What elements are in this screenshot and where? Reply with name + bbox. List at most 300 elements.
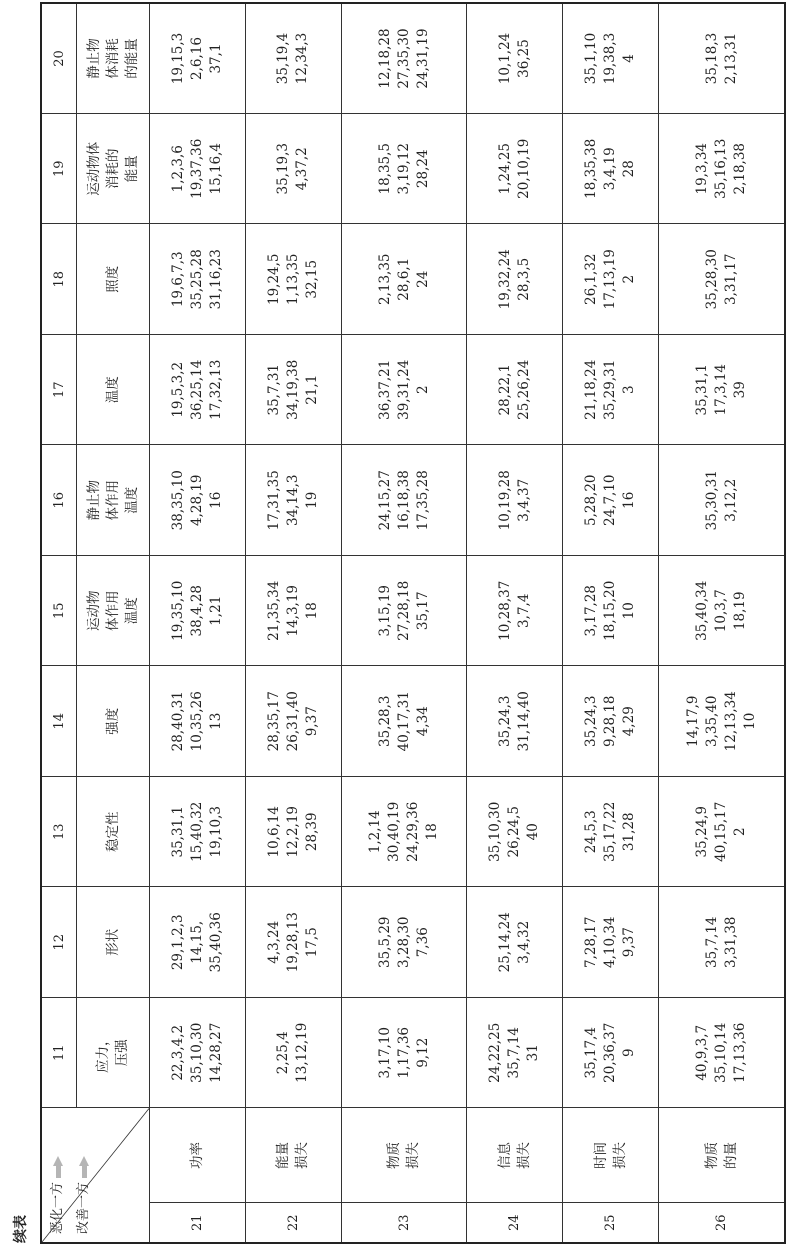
matrix-cell xyxy=(150,3,246,114)
column-number-14: 14 xyxy=(41,666,77,777)
column-name-line: 体作用 xyxy=(104,590,121,631)
matrix-cell xyxy=(150,335,246,446)
cell-line: 27,28,18 xyxy=(395,580,412,641)
matrix-cell xyxy=(245,224,341,335)
cell-line: 34,19,38 xyxy=(284,359,301,420)
cell-line: 16,18,38 xyxy=(395,470,412,531)
matrix-cell xyxy=(341,335,466,446)
improve-label-group xyxy=(74,1156,93,1234)
cell-line: 40,15,17 xyxy=(713,801,730,862)
row-name xyxy=(659,1108,785,1203)
matrix-cell xyxy=(467,445,563,556)
cell-line: 19,6,7,3 xyxy=(169,251,186,308)
matrix-cell xyxy=(659,777,785,888)
cell-line: 25,14,24 xyxy=(496,912,513,973)
column-name-line: 温度 xyxy=(123,486,140,514)
column-name-line: 静止物 xyxy=(85,480,102,521)
cell-line: 1,2,3,6 xyxy=(169,145,186,193)
matrix-cell xyxy=(467,224,563,335)
matrix-cell xyxy=(245,114,341,225)
row-name xyxy=(467,1108,563,1203)
column-name-line: 体消耗 xyxy=(104,38,121,79)
table-row xyxy=(563,3,659,1243)
matrix-cell xyxy=(150,445,246,556)
cell-line: 3,28,30 xyxy=(395,916,412,969)
column-name-line: 静止物 xyxy=(85,38,102,79)
column-name-15 xyxy=(77,556,150,667)
cell-line: 9,28,18 xyxy=(602,695,619,748)
matrix-cell xyxy=(341,556,466,667)
cell-line: 35,40,36 xyxy=(207,912,224,973)
matrix-cell xyxy=(563,556,659,667)
column-name-12 xyxy=(77,887,150,998)
row-name-line: 损失 xyxy=(611,1142,628,1169)
cell-line: 24,31,19 xyxy=(414,28,431,89)
cell-line: 35,1,10 xyxy=(583,32,600,85)
cell-line: 30,40,19 xyxy=(386,801,403,862)
cell-line: 4,34 xyxy=(414,706,431,737)
table-row xyxy=(245,3,341,1243)
cell-line: 27,35,30 xyxy=(395,28,412,89)
cell-line: 18,19 xyxy=(732,591,749,631)
cell-line: 35,31,1 xyxy=(169,805,186,858)
cell-line: 5,28,20 xyxy=(583,474,600,527)
matrix-cell xyxy=(341,114,466,225)
cell-line: 26,1,32 xyxy=(583,253,600,306)
cell-line: 9 xyxy=(621,1048,638,1058)
column-name-17 xyxy=(77,335,150,446)
matrix-cell xyxy=(150,224,246,335)
column-number-13: 13 xyxy=(41,777,77,888)
matrix-cell xyxy=(467,777,563,888)
cell-line: 28,39 xyxy=(303,812,320,852)
matrix-cell xyxy=(467,3,563,114)
matrix-cell xyxy=(563,335,659,446)
cell-line: 40,17,31 xyxy=(395,691,412,752)
cell-line: 1,17,36 xyxy=(395,1026,412,1079)
column-name-19 xyxy=(77,114,150,225)
cell-line: 15,40,32 xyxy=(188,801,205,862)
cell-line: 10,19,28 xyxy=(496,470,513,531)
cell-line: 21,18,24 xyxy=(583,359,600,420)
cell-line: 28,22,1 xyxy=(496,363,513,416)
cell-line: 2 xyxy=(414,385,431,395)
cell-line: 28,24 xyxy=(414,149,431,189)
cell-line: 2,6,16 xyxy=(188,37,205,80)
column-name-line: 强度 xyxy=(104,707,121,735)
cell-line: 19,15,3 xyxy=(169,32,186,85)
matrix-cell xyxy=(150,887,246,998)
cell-line: 4,37,2 xyxy=(294,147,311,191)
cell-line: 36,25,14 xyxy=(188,359,205,420)
cell-line: 3,35,40 xyxy=(703,695,720,748)
cell-line: 35,7,31 xyxy=(265,363,282,416)
cell-line: 18,15,20 xyxy=(602,580,619,641)
improve-label: 改善一方 xyxy=(76,1181,91,1234)
column-name-line: 体作用 xyxy=(104,480,121,521)
cell-line: 19,5,3,2 xyxy=(169,361,186,418)
worsen-label-group xyxy=(48,1156,67,1234)
cell-line: 35,28,3 xyxy=(376,695,393,748)
cell-line: 35,17,4 xyxy=(583,1026,600,1079)
cell-line: 1,2,14 xyxy=(367,810,384,854)
column-name-line: 的能量 xyxy=(123,38,140,79)
column-name-line: 运动物体 xyxy=(85,141,102,196)
cell-line: 35,7,14 xyxy=(703,916,720,969)
table-row xyxy=(659,3,785,1243)
cell-line: 35,7,14 xyxy=(506,1026,523,1079)
matrix-cell xyxy=(150,777,246,888)
column-name-line: 稳定性 xyxy=(104,811,121,852)
cell-line: 10,1,24 xyxy=(496,32,513,85)
matrix-cell xyxy=(659,998,785,1109)
matrix-cell xyxy=(659,445,785,556)
matrix-cell xyxy=(659,3,785,114)
cell-line: 10 xyxy=(621,602,638,620)
contradiction-matrix-table xyxy=(40,2,786,1244)
row-name-line: 时间 xyxy=(592,1142,609,1169)
matrix-cell xyxy=(659,666,785,777)
cell-line: 15,16,4 xyxy=(207,142,224,195)
table-row xyxy=(341,3,466,1243)
column-name-line: 温度 xyxy=(123,597,140,625)
cell-line: 19,28,13 xyxy=(284,912,301,973)
table-body xyxy=(150,3,786,1243)
cell-line: 20,36,37 xyxy=(602,1022,619,1083)
cell-line: 9,37 xyxy=(303,706,320,737)
cell-line: 10,35,26 xyxy=(188,691,205,752)
row-name-line: 功率 xyxy=(188,1142,205,1169)
cell-line: 10,28,37 xyxy=(496,580,513,641)
column-number-16: 16 xyxy=(41,445,77,556)
cell-line: 24,22,25 xyxy=(487,1022,504,1083)
matrix-cell xyxy=(245,666,341,777)
cell-line: 3,17,10 xyxy=(376,1026,393,1079)
matrix-cell xyxy=(563,666,659,777)
cell-line: 40,9,3,7 xyxy=(694,1024,711,1081)
matrix-cell xyxy=(341,998,466,1109)
cell-line: 31,14,40 xyxy=(515,691,532,752)
row-number: 25 xyxy=(563,1203,659,1243)
cell-line: 10,3,7 xyxy=(713,589,730,633)
matrix-cell xyxy=(563,777,659,888)
cell-line: 3,31,17 xyxy=(722,253,739,306)
matrix-cell xyxy=(659,224,785,335)
cell-line: 17,3,14 xyxy=(713,363,730,416)
cell-line: 13 xyxy=(207,712,224,730)
row-number: 21 xyxy=(150,1203,246,1243)
matrix-cell xyxy=(341,777,466,888)
matrix-cell xyxy=(659,335,785,446)
cell-line: 35,19,4 xyxy=(275,32,292,85)
matrix-cell xyxy=(245,335,341,446)
cell-line: 38,4,28 xyxy=(188,584,205,637)
cell-line: 35,18,3 xyxy=(703,32,720,85)
column-name-line: 温度 xyxy=(104,376,121,404)
cell-line: 7,36 xyxy=(414,927,431,958)
cell-line: 32,15 xyxy=(303,259,320,299)
matrix-cell xyxy=(245,777,341,888)
corner-header-cell xyxy=(41,1108,150,1243)
column-number-15: 15 xyxy=(41,556,77,667)
matrix-cell xyxy=(467,556,563,667)
cell-line: 9,37 xyxy=(621,927,638,958)
matrix-cell xyxy=(563,3,659,114)
matrix-cell xyxy=(150,998,246,1109)
matrix-cell xyxy=(467,114,563,225)
row-number: 24 xyxy=(467,1203,563,1243)
cell-line: 35,31,1 xyxy=(694,363,711,416)
cell-line: 35,19,3 xyxy=(275,142,292,195)
cell-line: 12,13,34 xyxy=(722,691,739,752)
matrix-cell xyxy=(341,224,466,335)
cell-line: 12,2,19 xyxy=(284,805,301,858)
cell-line: 35,17 xyxy=(414,591,431,631)
cell-line: 35,10,30 xyxy=(188,1022,205,1083)
cell-line: 24,29,36 xyxy=(405,801,422,862)
cell-line: 18,35,5 xyxy=(376,142,393,195)
worsen-arrow-icon xyxy=(53,1156,63,1178)
cell-line: 4,28,19 xyxy=(188,474,205,527)
matrix-cell xyxy=(659,556,785,667)
cell-line: 3 xyxy=(621,385,638,395)
cell-line: 31 xyxy=(525,1044,542,1062)
cell-line: 12,34,3 xyxy=(294,32,311,85)
column-name-line: 运动物 xyxy=(85,590,102,631)
cell-line: 4,29 xyxy=(621,706,638,737)
cell-line: 19,32,24 xyxy=(496,249,513,310)
cell-line: 17,13,36 xyxy=(732,1022,749,1083)
column-name-line: 能量 xyxy=(123,155,140,183)
cell-line: 24,5,3 xyxy=(583,810,600,854)
cell-line: 35,30,31 xyxy=(703,470,720,531)
column-name-line: 应力， xyxy=(95,1032,111,1073)
cell-line: 14,3,19 xyxy=(284,584,301,637)
cell-line: 35,24,3 xyxy=(583,695,600,748)
worsen-label: 恶化一方 xyxy=(50,1181,65,1234)
column-number-20: 20 xyxy=(41,3,77,114)
cell-line: 28 xyxy=(621,160,638,178)
cell-line: 2 xyxy=(732,827,749,837)
matrix-cell xyxy=(245,998,341,1109)
matrix-cell xyxy=(563,445,659,556)
row-name-line: 物质 xyxy=(386,1142,403,1169)
cell-line: 19,10,3 xyxy=(207,805,224,858)
table-caption: 续表 xyxy=(13,1215,29,1243)
rotated-table-container xyxy=(40,4,786,1244)
row-name-line: 的量 xyxy=(722,1142,739,1169)
cell-line: 31,28 xyxy=(621,812,638,852)
cell-line: 3,4,32 xyxy=(515,920,532,964)
cell-line: 36,37,21 xyxy=(376,359,393,420)
column-name-line: 消耗的 xyxy=(104,148,121,189)
row-number: 23 xyxy=(341,1203,466,1243)
cell-line: 17,13,19 xyxy=(602,249,619,310)
cell-line: 3,15,19 xyxy=(376,584,393,637)
row-name xyxy=(341,1108,466,1203)
cell-line: 19,3,34 xyxy=(694,142,711,195)
column-number-18: 18 xyxy=(41,224,77,335)
cell-line: 10 xyxy=(741,712,758,730)
header-number-row xyxy=(41,3,77,1243)
cell-line: 39,31,24 xyxy=(395,359,412,420)
cell-line: 1,13,35 xyxy=(284,253,301,306)
cell-line: 35,24,3 xyxy=(496,695,513,748)
cell-line: 35,10,30 xyxy=(487,801,504,862)
row-number: 22 xyxy=(245,1203,341,1243)
cell-line: 36,25 xyxy=(515,39,532,78)
cell-line: 17,35,28 xyxy=(414,470,431,531)
cell-line: 3,7,4 xyxy=(515,593,532,628)
cell-line: 34,14,3 xyxy=(284,474,301,527)
matrix-cell xyxy=(341,666,466,777)
cell-line: 35,25,28 xyxy=(188,249,205,310)
column-name-16 xyxy=(77,445,150,556)
cell-line: 4,3,24 xyxy=(265,920,282,964)
cell-line: 28,6,1 xyxy=(395,257,412,301)
cell-line: 35,28,30 xyxy=(703,249,720,310)
cell-line: 39 xyxy=(732,381,749,399)
cell-line: 35,16,13 xyxy=(713,138,730,199)
cell-line: 18 xyxy=(424,823,441,841)
cell-line: 35,29,31 xyxy=(602,359,619,420)
improve-arrow-icon xyxy=(79,1156,89,1178)
cell-line: 17,31,35 xyxy=(265,470,282,531)
cell-line: 37,1 xyxy=(207,43,224,74)
column-name-line: 形状 xyxy=(104,928,121,956)
cell-line: 21,1 xyxy=(303,374,320,405)
cell-line: 3,4,37 xyxy=(515,478,532,522)
cell-line: 35,10,14 xyxy=(713,1022,730,1083)
row-name xyxy=(245,1108,341,1203)
cell-line: 4,10,34 xyxy=(602,916,619,969)
cell-line: 16 xyxy=(621,491,638,509)
matrix-cell xyxy=(563,887,659,998)
cell-line: 2,13,31 xyxy=(722,32,739,85)
cell-line: 13,12,19 xyxy=(294,1022,311,1083)
cell-line: 2,13,35 xyxy=(376,253,393,306)
column-name-18 xyxy=(77,224,150,335)
column-number-12: 12 xyxy=(41,887,77,998)
matrix-cell xyxy=(150,666,246,777)
matrix-cell xyxy=(467,666,563,777)
column-name-line: 压强 xyxy=(114,1039,130,1067)
cell-line: 31,16,23 xyxy=(207,249,224,310)
cell-line: 20,10,19 xyxy=(515,138,532,199)
cell-line: 26,31,40 xyxy=(284,691,301,752)
matrix-cell xyxy=(150,556,246,667)
cell-line: 19,35,10 xyxy=(169,580,186,641)
row-name-line: 能量 xyxy=(275,1142,292,1169)
cell-line: 35,17,22 xyxy=(602,801,619,862)
cell-line: 18,35,38 xyxy=(583,138,600,199)
matrix-cell xyxy=(563,114,659,225)
matrix-cell xyxy=(467,335,563,446)
cell-line: 14,17,9 xyxy=(684,695,701,748)
matrix-cell xyxy=(245,556,341,667)
matrix-cell xyxy=(467,998,563,1109)
cell-line: 3,4,19 xyxy=(602,147,619,191)
column-number-17: 17 xyxy=(41,335,77,446)
cell-line: 19,38,3 xyxy=(602,32,619,85)
cell-line: 24,15,27 xyxy=(376,470,393,531)
column-name-11 xyxy=(77,998,150,1109)
matrix-cell xyxy=(150,114,246,225)
cell-line: 2,18,38 xyxy=(732,142,749,195)
cell-line: 18 xyxy=(303,602,320,620)
matrix-cell xyxy=(245,3,341,114)
cell-line: 1,21 xyxy=(207,595,224,626)
matrix-cell xyxy=(341,887,466,998)
cell-line: 29,1,2,3 xyxy=(169,914,186,971)
cell-line: 17,32,13 xyxy=(207,359,224,420)
cell-line: 17,5 xyxy=(303,927,320,958)
cell-line: 10,6,14 xyxy=(265,805,282,858)
cell-line: 2,25,4 xyxy=(275,1031,292,1075)
cell-line: 1,24,25 xyxy=(496,142,513,195)
cell-line: 19 xyxy=(303,491,320,509)
cell-line: 35,40,34 xyxy=(694,580,711,641)
cell-line: 3,17,28 xyxy=(583,584,600,637)
cell-line: 28,35,17 xyxy=(265,691,282,752)
row-name-line: 信息 xyxy=(496,1142,513,1169)
cell-line: 28,3,5 xyxy=(515,257,532,301)
cell-line: 38,35,10 xyxy=(169,470,186,531)
row-name-line: 损失 xyxy=(515,1142,532,1169)
row-name-line: 物质 xyxy=(703,1142,720,1169)
row-number: 26 xyxy=(659,1203,785,1243)
cell-line: 16 xyxy=(207,491,224,509)
cell-line: 14,15, xyxy=(188,920,205,964)
cell-line: 14,28,27 xyxy=(207,1022,224,1083)
column-name-20 xyxy=(77,3,150,114)
cell-line: 2 xyxy=(621,274,638,284)
cell-line: 12,18,28 xyxy=(376,28,393,89)
cell-line: 19,37,36 xyxy=(188,138,205,199)
cell-line: 25,26,24 xyxy=(515,359,532,420)
column-name-14 xyxy=(77,666,150,777)
cell-line: 21,35,34 xyxy=(265,580,282,641)
matrix-cell xyxy=(245,887,341,998)
table-row xyxy=(467,3,563,1243)
cell-line: 24 xyxy=(414,270,431,288)
column-name-13 xyxy=(77,777,150,888)
cell-line: 3,31,38 xyxy=(722,916,739,969)
matrix-cell xyxy=(341,3,466,114)
table-wrapper xyxy=(40,4,786,1244)
row-name xyxy=(150,1108,246,1203)
matrix-cell xyxy=(563,224,659,335)
cell-line: 35,24,9 xyxy=(694,805,711,858)
matrix-cell xyxy=(659,887,785,998)
row-name xyxy=(563,1108,659,1203)
cell-line: 3,12,2 xyxy=(722,478,739,522)
cell-line: 7,28,17 xyxy=(583,916,600,969)
cell-line: 9,12 xyxy=(414,1037,431,1068)
cell-line: 35,5,29 xyxy=(376,916,393,969)
cell-line: 28,40,31 xyxy=(169,691,186,752)
cell-line: 22,3,4,2 xyxy=(169,1024,186,1081)
matrix-cell xyxy=(341,445,466,556)
cell-line: 26,24,5 xyxy=(506,805,523,858)
matrix-cell xyxy=(467,887,563,998)
column-name-line: 照度 xyxy=(104,265,121,293)
cell-line: 3,19,12 xyxy=(395,142,412,195)
cell-line: 24,7,10 xyxy=(602,474,619,527)
column-number-19: 19 xyxy=(41,114,77,225)
column-number-11: 11 xyxy=(41,998,77,1109)
matrix-cell xyxy=(659,114,785,225)
